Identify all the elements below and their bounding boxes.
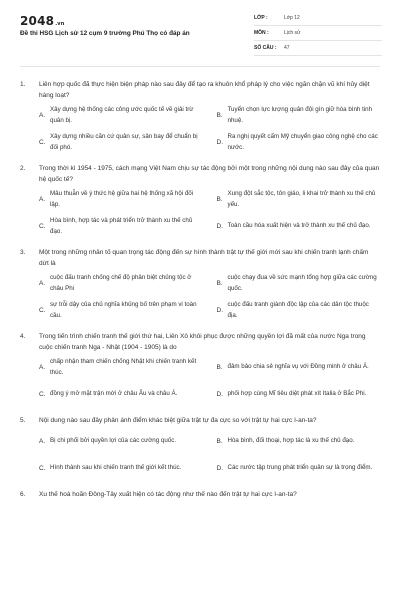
site-logo[interactable] xyxy=(20,14,65,28)
option-b[interactable] xyxy=(217,105,381,126)
option-b[interactable] xyxy=(217,431,381,452)
question-1 xyxy=(20,80,380,153)
option-text: cuộc đấu tranh chống chế độ phân biệt chủng tộc ở châu Phi xyxy=(50,274,192,292)
question-text: Liên hợp quốc đã thực hiện biện pháp nào sau đây để tạo ra khuôn khổ pháp lý cho việc ngăn chặn vũ khí hủy diệt hàng loạt? xyxy=(39,81,370,99)
option-letter: D. xyxy=(216,391,223,398)
option-text: chấp nhận tham chiến chống Nhật khi chiến tranh kết thúc. xyxy=(50,358,197,376)
question-stem xyxy=(20,416,380,427)
meta-row-subject xyxy=(254,26,382,41)
option-letter: B. xyxy=(216,437,223,445)
option-d[interactable] xyxy=(217,216,381,237)
option-letter: A. xyxy=(39,280,46,287)
option-text: Xây dựng nhiều căn cứ quân sự, sân bay để chuẩn bị đối phó. xyxy=(50,133,198,151)
option-letter: D. xyxy=(216,464,223,472)
option-text: Ra nghị quyết cấm Mỹ chuyển giao công nghệ cho các nước. xyxy=(227,133,378,151)
option-text: đồng ý mở mặt trận mới ở châu Âu và châu Á. xyxy=(50,390,178,398)
logo-suffix: .vn xyxy=(55,21,65,27)
meta-label: MÔN : xyxy=(254,30,269,36)
option-b[interactable] xyxy=(217,357,381,378)
option-a[interactable] xyxy=(39,105,203,126)
document-header xyxy=(0,0,400,70)
meta-value: Lớp 12 xyxy=(284,15,300,21)
option-text: Hòa bình, đối thoại, hợp tác là xu thế chủ đạo. xyxy=(227,436,355,444)
question-2 xyxy=(20,164,380,237)
question-number: 2. xyxy=(20,165,26,172)
question-text: Một trong những nhân tố quan trọng tác động đến sự hình thành trật tự thế giới mới sau khi chiến tranh lạnh chấm dứt là xyxy=(39,249,369,267)
option-letter: A. xyxy=(39,364,46,371)
option-text: Tuyển chọn lực lượng quân đội gìn giữ hòa bình tinh nhuệ. xyxy=(227,106,373,124)
question-stem xyxy=(20,490,380,501)
question-number: 1. xyxy=(20,81,26,88)
option-c[interactable] xyxy=(39,132,203,153)
meta-label: SỐ CÂU : xyxy=(254,45,277,51)
meta-row-count xyxy=(254,41,382,56)
option-c[interactable] xyxy=(39,458,203,479)
option-d[interactable] xyxy=(217,384,381,405)
question-text: Xu thế hoà hoãn Đông-Tây xuất hiện có tác động như thế nào đến trật tự hai cực I-an-ta? xyxy=(39,490,297,498)
question-stem xyxy=(20,248,380,269)
question-6 xyxy=(20,490,380,501)
question-number: 6. xyxy=(20,490,26,498)
option-grid xyxy=(39,357,380,405)
option-a[interactable] xyxy=(39,189,203,210)
option-letter: B. xyxy=(216,196,223,203)
question-stem xyxy=(20,332,380,353)
logo-main: 2048 xyxy=(20,14,55,28)
option-c[interactable] xyxy=(39,384,203,405)
option-b[interactable] xyxy=(217,273,381,294)
question-number: 3. xyxy=(20,249,26,256)
option-letter: D. xyxy=(216,139,223,146)
meta-row-class xyxy=(254,11,382,26)
option-letter: C. xyxy=(39,464,46,472)
option-letter: D. xyxy=(216,223,223,230)
page-title: Đề thi HSG Lịch sử 12 cụm 9 trường Phú Thọ có đáp án xyxy=(20,30,190,37)
question-number: 5. xyxy=(20,417,26,424)
meta-value: Lịch sử xyxy=(284,30,301,36)
option-a[interactable] xyxy=(39,431,203,452)
question-text: Trong tiến trình chiến tranh thế giới thứ hai, Liên Xô khôi phục được những quyền lợi đã mất của nước Nga trong cuộc chiến tranh Nga - Nhật (1904 - 1905) là do xyxy=(39,333,366,351)
option-grid xyxy=(39,273,380,321)
option-text: phối hợp cùng Mĩ tiêu diệt phát xít Italia ở Bắc Phi. xyxy=(227,390,367,398)
option-letter: B. xyxy=(216,112,223,119)
option-d[interactable] xyxy=(217,458,381,479)
question-4 xyxy=(20,332,380,405)
option-text: Xây dựng hệ thống các công ước quốc tế về giải trừ quân bị. xyxy=(50,106,194,124)
option-a[interactable] xyxy=(39,357,203,378)
question-5 xyxy=(20,416,380,479)
option-b[interactable] xyxy=(217,189,381,210)
option-text: đảm bảo chia sẻ nghĩa vụ với Đồng minh ở châu Á. xyxy=(227,363,369,371)
option-text: Bị chi phối bởi quyền lợi của các cường quốc. xyxy=(50,436,177,444)
option-text: Hòa bình, hợp tác và phát triển trở thành xu thế chủ đạo. xyxy=(50,217,193,235)
question-number: 4. xyxy=(20,333,26,340)
option-grid xyxy=(39,105,380,153)
option-text: Xung đột sắc tộc, tôn giáo, li khai trở thành xu thế chủ yếu. xyxy=(227,190,376,208)
meta-value: 47 xyxy=(284,45,290,51)
option-letter: D. xyxy=(216,307,223,314)
option-letter: C. xyxy=(39,223,46,230)
option-text: Các nước tập trung phát triển quân sự là trọng điểm. xyxy=(227,463,373,471)
question-text: Nội dung nào sau đây phản ánh điểm khác biệt giữa trật tự đa cực so với trật tự hai cực I-an-ta? xyxy=(39,417,317,424)
option-grid xyxy=(39,189,380,237)
option-text: cuộc chạy đua về sức mạnh tổng hợp giữa các cường quốc. xyxy=(227,274,377,292)
meta-table xyxy=(254,11,382,56)
option-text: Toàn cầu hóa xuất hiện và trở thành xu thế chủ đạo. xyxy=(227,222,371,230)
question-list xyxy=(20,80,380,500)
option-d[interactable] xyxy=(217,132,381,153)
question-3 xyxy=(20,248,380,321)
question-stem xyxy=(20,80,380,101)
option-letter: A. xyxy=(39,437,46,445)
option-letter: B. xyxy=(216,364,223,371)
meta-label: LỚP : xyxy=(254,15,268,21)
option-text: Hình thành sau khi chiến tranh thế giới kết thúc. xyxy=(50,463,182,471)
question-stem xyxy=(20,164,380,185)
option-text: Mâu thuẫn về ý thức hệ giữa hai hệ thống xã hội đối lập. xyxy=(50,190,194,208)
question-text: Trong thời kì 1954 - 1975, cách mạng Việt Nam chịu sự tác động bởi một trong những nội dung nào sau đây của quan hệ quốc tế? xyxy=(39,165,380,183)
option-letter: A. xyxy=(39,112,46,119)
option-text: cuộc đấu tranh giành độc lập của các dân tộc thuộc địa. xyxy=(227,301,369,319)
option-grid xyxy=(39,431,380,479)
option-letter: C. xyxy=(39,139,46,146)
option-letter: A. xyxy=(39,196,46,203)
option-d[interactable] xyxy=(217,300,381,321)
option-a[interactable] xyxy=(39,273,203,294)
option-c[interactable] xyxy=(39,216,203,237)
option-letter: B. xyxy=(216,280,223,287)
option-c[interactable] xyxy=(39,300,203,321)
option-letter: C. xyxy=(39,307,46,314)
header-divider xyxy=(20,66,380,67)
option-letter: C. xyxy=(39,391,46,398)
option-text: sự trỗi dậy của chủ nghĩa khủng bố trên phạm vi toàn cầu. xyxy=(50,301,197,319)
